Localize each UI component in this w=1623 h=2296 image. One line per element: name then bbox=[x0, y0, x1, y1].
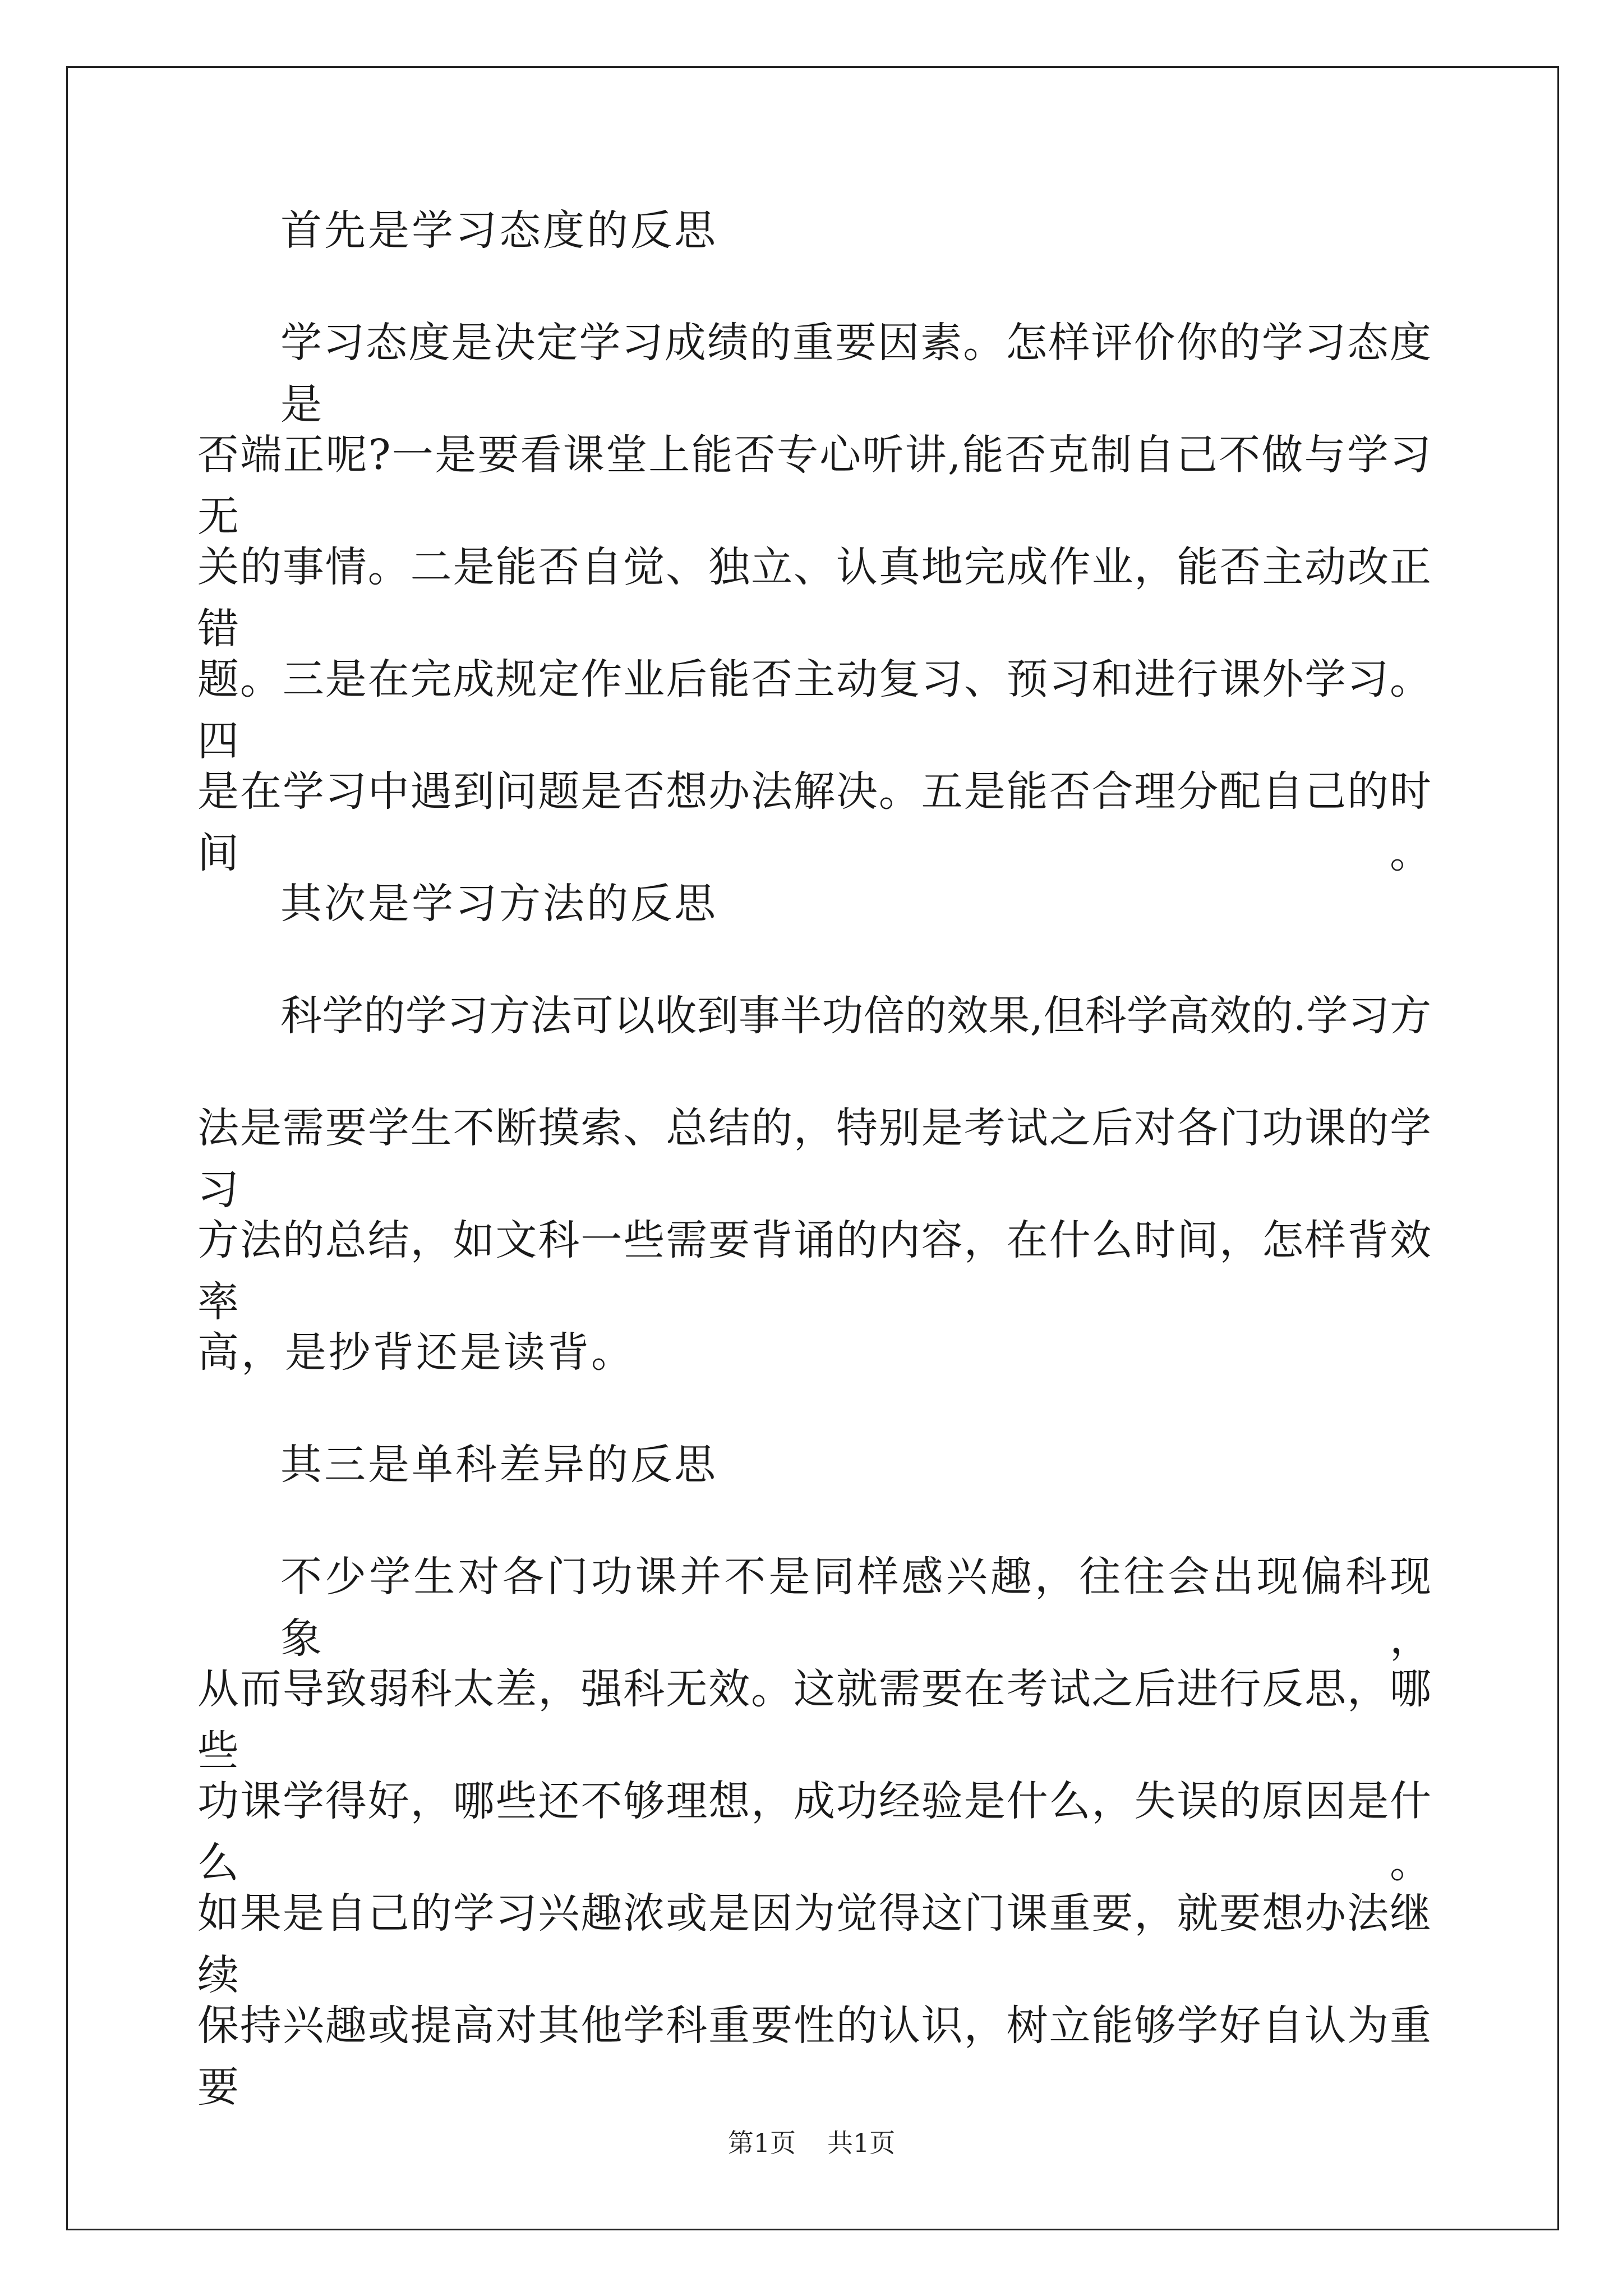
paragraph-line: 否端正呢?一是要看课堂上能否专心听讲,能否克制自己不做与学习无 bbox=[197, 431, 1431, 541]
paragraph-line: 法是需要学生不断摸索、总结的，特别是考试之后对各门功课的学习 bbox=[197, 1104, 1431, 1214]
paragraph-line: 关的事情。二是能否自觉、独立、认真地完成作业，能否主动改正错 bbox=[197, 543, 1431, 653]
section-heading-subject: 其三是单科差异的反思 bbox=[280, 1441, 718, 1489]
paragraph-line: 高，是抄背还是读背。 bbox=[197, 1328, 635, 1377]
paragraph-line: 科学的学习方法可以收到事半功倍的效果,但科学高效的.学习方 bbox=[280, 992, 1431, 1040]
page-footer bbox=[0, 2126, 1623, 2160]
section-heading-method: 其次是学习方法的反思 bbox=[280, 880, 718, 928]
paragraph-line: 如果是自己的学习兴趣浓或是因为觉得这门课重要，就要想办法继续 bbox=[197, 1889, 1431, 1999]
paragraph-line: 是在学习中遇到问题是否想办法解决。五是能否合理分配自己的时间。 bbox=[197, 767, 1431, 877]
paragraph-line: 不少学生对各门功课并不是同样感兴趣，往往会出现偏科现象， bbox=[280, 1553, 1431, 1663]
section-heading-attitude: 首先是学习态度的反思 bbox=[280, 206, 718, 255]
page-total: 共1页 bbox=[827, 2128, 896, 2158]
page-number: 第1页 bbox=[727, 2128, 796, 2158]
paragraph-line: 从而导致弱科太差，强科无效。这就需要在考试之后进行反思，哪些 bbox=[197, 1665, 1431, 1775]
paragraph-line: 方法的总结，如文科一些需要背诵的内容，在什么时间，怎样背效率 bbox=[197, 1216, 1431, 1326]
paragraph-line: 保持兴趣或提高对其他学科重要性的认识，树立能够学好自认为重要 bbox=[197, 2001, 1431, 2111]
paragraph-line: 学习态度是决定学习成绩的重要因素。怎样评价你的学习态度是 bbox=[280, 319, 1431, 429]
paragraph-line: 功课学得好，哪些还不够理想，成功经验是什么，失误的原因是什么。 bbox=[197, 1777, 1431, 1887]
paragraph-line: 题。三是在完成规定作业后能否主动复习、预习和进行课外学习。四 bbox=[197, 655, 1431, 765]
